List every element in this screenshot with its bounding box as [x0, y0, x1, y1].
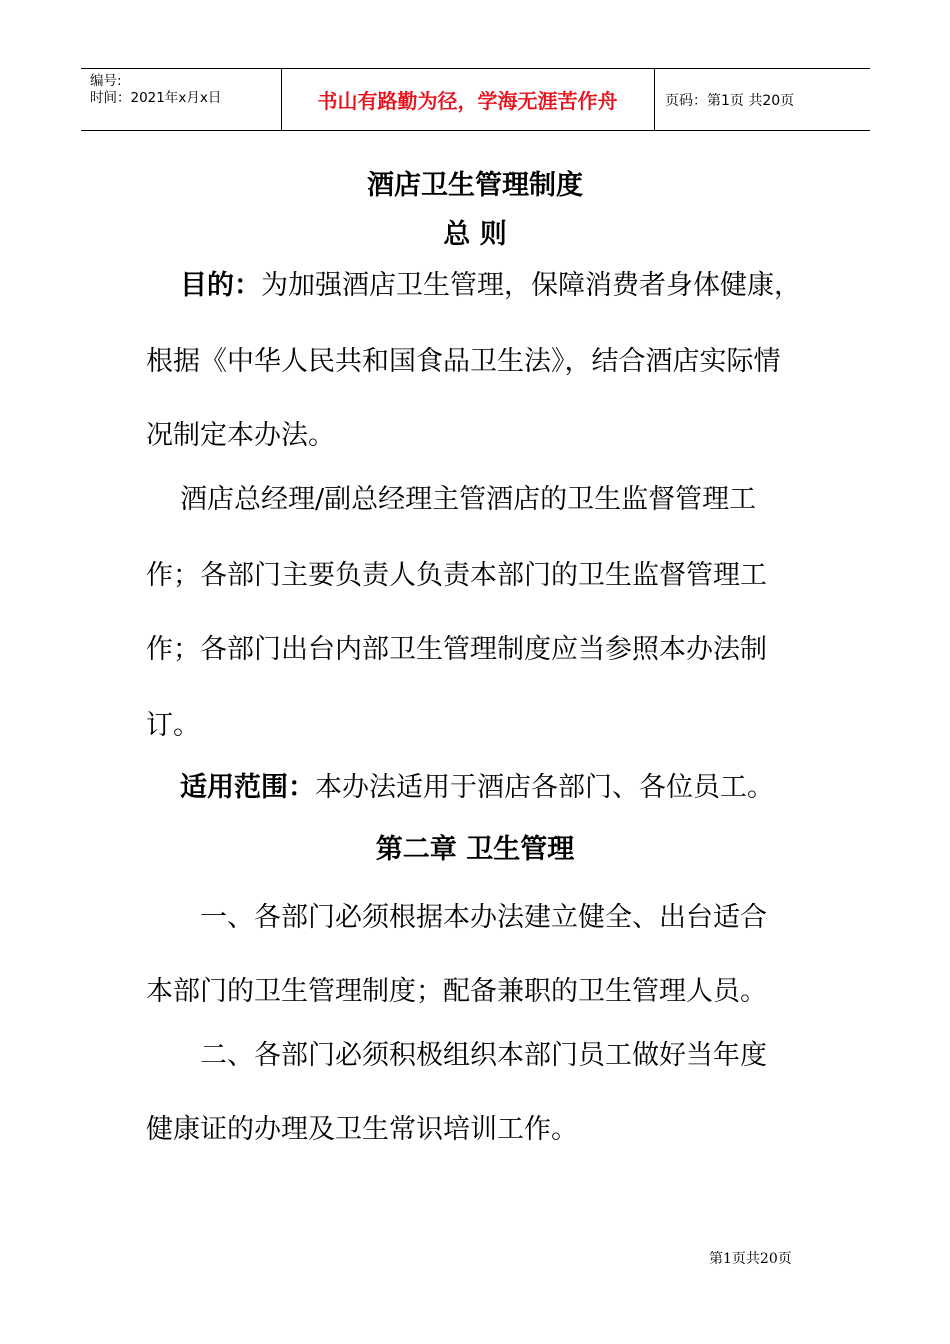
responsibility-paragraph-line: 酒店总经理/副总经理主管酒店的卫生监督管理工	[180, 484, 757, 515]
item-paragraph-line: 健康证的办理及卫生常识培训工作。	[146, 1114, 578, 1145]
scope-text: 本办法适用于酒店各部门、各位员工。	[315, 772, 774, 803]
chapter-title: 第二章 卫生管理	[375, 834, 575, 865]
purpose-label: 目的：	[180, 270, 261, 301]
scope-paragraph	[180, 765, 774, 804]
document-title: 酒店卫生管理制度	[367, 170, 583, 201]
header-divider	[654, 69, 655, 130]
header-table	[81, 68, 870, 131]
purpose-text: 为加强酒店卫生管理，保障消费者身体健康，	[261, 270, 801, 301]
purpose-paragraph-line: 根据《中华人民共和国食品卫生法》，结合酒店实际情	[146, 346, 781, 377]
purpose-paragraph-line: 况制定本办法。	[146, 420, 335, 451]
responsibility-paragraph-line: 作；各部门出台内部卫生管理制度应当参照本办法制	[146, 634, 767, 665]
responsibility-paragraph-line: 作；各部门主要负责人负责本部门的卫生监督管理工	[146, 560, 767, 591]
item-paragraph-line: 本部门的卫生管理制度；配备兼职的卫生管理人员。	[146, 976, 767, 1007]
footer-page-number: 第1页共20页	[709, 1251, 792, 1267]
item-paragraph-line: 二、各部门必须积极组织本部门员工做好当年度	[200, 1040, 767, 1071]
item-paragraph-line: 一、各部门必须根据本办法建立健全、出台适合	[200, 902, 767, 933]
responsibility-paragraph-line: 订。	[146, 710, 200, 741]
header-motto: 书山有路勤为径，学海无涯苦作舟	[317, 89, 618, 113]
header-left-cell	[90, 73, 221, 107]
number-label: 编号:	[90, 73, 122, 89]
section-title-general: 总 则	[443, 219, 507, 250]
purpose-paragraph-line	[180, 263, 801, 302]
header-page-info: 页码：第1页 共20页	[665, 93, 795, 109]
time-label: 时间：2021年x月x日	[90, 90, 222, 106]
scope-label: 适用范围：	[180, 772, 315, 803]
